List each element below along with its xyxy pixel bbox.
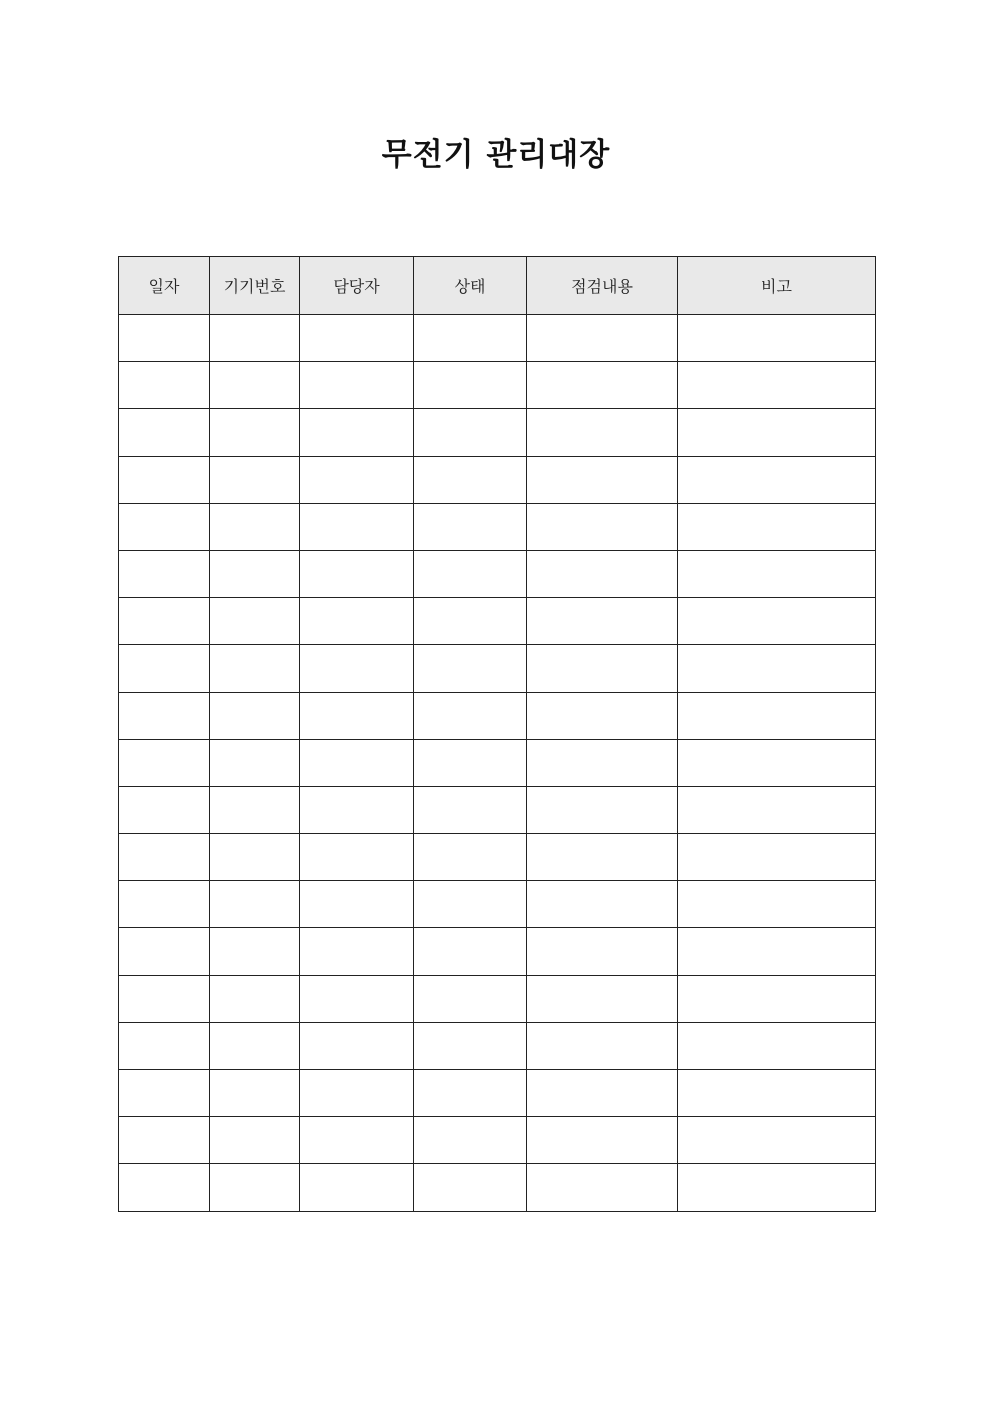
cell-device-number[interactable] <box>210 362 300 409</box>
cell-person-in-charge[interactable] <box>300 834 414 881</box>
cell-device-number[interactable] <box>210 409 300 456</box>
column-header-status: 상태 <box>414 257 527 315</box>
cell-inspection-details[interactable] <box>527 503 678 550</box>
cell-date[interactable] <box>119 1117 210 1164</box>
cell-status[interactable] <box>414 1117 527 1164</box>
cell-inspection-details[interactable] <box>527 1022 678 1069</box>
cell-date[interactable] <box>119 881 210 928</box>
cell-remarks[interactable] <box>678 975 876 1022</box>
cell-device-number[interactable] <box>210 1070 300 1117</box>
cell-remarks[interactable] <box>678 834 876 881</box>
cell-status[interactable] <box>414 598 527 645</box>
cell-person-in-charge[interactable] <box>300 645 414 692</box>
cell-status[interactable] <box>414 881 527 928</box>
cell-person-in-charge[interactable] <box>300 739 414 786</box>
cell-remarks[interactable] <box>678 645 876 692</box>
cell-person-in-charge[interactable] <box>300 409 414 456</box>
cell-person-in-charge[interactable] <box>300 1164 414 1211</box>
cell-remarks[interactable] <box>678 881 876 928</box>
cell-date[interactable] <box>119 598 210 645</box>
cell-status[interactable] <box>414 739 527 786</box>
cell-date[interactable] <box>119 1070 210 1117</box>
cell-person-in-charge[interactable] <box>300 1022 414 1069</box>
cell-remarks[interactable] <box>678 315 876 362</box>
table-row <box>119 1022 876 1069</box>
cell-person-in-charge[interactable] <box>300 692 414 739</box>
table-row <box>119 598 876 645</box>
cell-date[interactable] <box>119 503 210 550</box>
cell-inspection-details[interactable] <box>527 645 678 692</box>
cell-status[interactable] <box>414 928 527 975</box>
cell-device-number[interactable] <box>210 315 300 362</box>
cell-remarks[interactable] <box>678 692 876 739</box>
table-row <box>119 975 876 1022</box>
cell-date[interactable] <box>119 1164 210 1211</box>
cell-date[interactable] <box>119 315 210 362</box>
cell-inspection-details[interactable] <box>527 598 678 645</box>
cell-date[interactable] <box>119 409 210 456</box>
page-title: 무전기 관리대장 <box>381 137 611 173</box>
cell-status[interactable] <box>414 645 527 692</box>
cell-device-number[interactable] <box>210 739 300 786</box>
cell-status[interactable] <box>414 834 527 881</box>
cell-inspection-details[interactable] <box>527 928 678 975</box>
cell-date[interactable] <box>119 645 210 692</box>
column-header-person-in-charge: 담당자 <box>300 257 414 315</box>
cell-remarks[interactable] <box>678 1070 876 1117</box>
cell-device-number[interactable] <box>210 881 300 928</box>
table-row <box>119 409 876 456</box>
cell-remarks[interactable] <box>678 503 876 550</box>
cell-inspection-details[interactable] <box>527 456 678 503</box>
table-row <box>119 881 876 928</box>
table-row <box>119 834 876 881</box>
cell-person-in-charge[interactable] <box>300 881 414 928</box>
column-header-date: 일자 <box>119 257 210 315</box>
cell-person-in-charge[interactable] <box>300 1117 414 1164</box>
table-row <box>119 739 876 786</box>
cell-status[interactable] <box>414 503 527 550</box>
cell-device-number[interactable] <box>210 1164 300 1211</box>
register-table <box>118 256 876 1212</box>
cell-status[interactable] <box>414 409 527 456</box>
cell-status[interactable] <box>414 1070 527 1117</box>
cell-date[interactable] <box>119 928 210 975</box>
cell-date[interactable] <box>119 692 210 739</box>
cell-status[interactable] <box>414 362 527 409</box>
cell-remarks[interactable] <box>678 598 876 645</box>
table-row <box>119 315 876 362</box>
cell-inspection-details[interactable] <box>527 881 678 928</box>
column-header-remarks: 비고 <box>678 257 876 315</box>
cell-device-number[interactable] <box>210 1117 300 1164</box>
table-row <box>119 362 876 409</box>
cell-inspection-details[interactable] <box>527 315 678 362</box>
cell-date[interactable] <box>119 975 210 1022</box>
cell-person-in-charge[interactable] <box>300 550 414 597</box>
column-header-device-number: 기기번호 <box>210 257 300 315</box>
cell-device-number[interactable] <box>210 692 300 739</box>
cell-remarks[interactable] <box>678 362 876 409</box>
column-header-inspection-details: 점검내용 <box>527 257 678 315</box>
cell-inspection-details[interactable] <box>527 1117 678 1164</box>
cell-person-in-charge[interactable] <box>300 315 414 362</box>
cell-device-number[interactable] <box>210 928 300 975</box>
cell-inspection-details[interactable] <box>527 975 678 1022</box>
cell-person-in-charge[interactable] <box>300 598 414 645</box>
cell-device-number[interactable] <box>210 550 300 597</box>
cell-status[interactable] <box>414 692 527 739</box>
cell-status[interactable] <box>414 786 527 833</box>
cell-person-in-charge[interactable] <box>300 975 414 1022</box>
cell-inspection-details[interactable] <box>527 834 678 881</box>
cell-remarks[interactable] <box>678 409 876 456</box>
cell-device-number[interactable] <box>210 645 300 692</box>
cell-status[interactable] <box>414 550 527 597</box>
cell-person-in-charge[interactable] <box>300 928 414 975</box>
table-row <box>119 550 876 597</box>
table-header-row <box>119 257 876 315</box>
cell-date[interactable] <box>119 1022 210 1069</box>
cell-status[interactable] <box>414 315 527 362</box>
cell-inspection-details[interactable] <box>527 692 678 739</box>
cell-remarks[interactable] <box>678 928 876 975</box>
cell-remarks[interactable] <box>678 1117 876 1164</box>
cell-remarks[interactable] <box>678 1164 876 1211</box>
table-row <box>119 786 876 833</box>
cell-person-in-charge[interactable] <box>300 503 414 550</box>
cell-device-number[interactable] <box>210 456 300 503</box>
cell-device-number[interactable] <box>210 1022 300 1069</box>
cell-inspection-details[interactable] <box>527 409 678 456</box>
cell-remarks[interactable] <box>678 550 876 597</box>
cell-device-number[interactable] <box>210 834 300 881</box>
cell-inspection-details[interactable] <box>527 362 678 409</box>
cell-date[interactable] <box>119 739 210 786</box>
cell-remarks[interactable] <box>678 739 876 786</box>
cell-person-in-charge[interactable] <box>300 456 414 503</box>
table-row <box>119 503 876 550</box>
cell-inspection-details[interactable] <box>527 550 678 597</box>
cell-inspection-details[interactable] <box>527 1070 678 1117</box>
cell-status[interactable] <box>414 1022 527 1069</box>
cell-status[interactable] <box>414 975 527 1022</box>
cell-person-in-charge[interactable] <box>300 362 414 409</box>
table-row <box>119 1164 876 1211</box>
table-row <box>119 692 876 739</box>
cell-device-number[interactable] <box>210 975 300 1022</box>
table-row <box>119 645 876 692</box>
cell-date[interactable] <box>119 550 210 597</box>
table-row <box>119 928 876 975</box>
cell-inspection-details[interactable] <box>527 1164 678 1211</box>
cell-inspection-details[interactable] <box>527 739 678 786</box>
cell-date[interactable] <box>119 786 210 833</box>
cell-person-in-charge[interactable] <box>300 786 414 833</box>
cell-remarks[interactable] <box>678 786 876 833</box>
cell-date[interactable] <box>119 834 210 881</box>
cell-remarks[interactable] <box>678 1022 876 1069</box>
cell-status[interactable] <box>414 1164 527 1211</box>
table-row <box>119 1070 876 1117</box>
cell-inspection-details[interactable] <box>527 786 678 833</box>
cell-date[interactable] <box>119 362 210 409</box>
cell-device-number[interactable] <box>210 503 300 550</box>
cell-date[interactable] <box>119 456 210 503</box>
table-row <box>119 456 876 503</box>
cell-device-number[interactable] <box>210 598 300 645</box>
cell-person-in-charge[interactable] <box>300 1070 414 1117</box>
cell-device-number[interactable] <box>210 786 300 833</box>
table-body <box>119 315 876 1212</box>
cell-status[interactable] <box>414 456 527 503</box>
cell-remarks[interactable] <box>678 456 876 503</box>
table-row <box>119 1117 876 1164</box>
